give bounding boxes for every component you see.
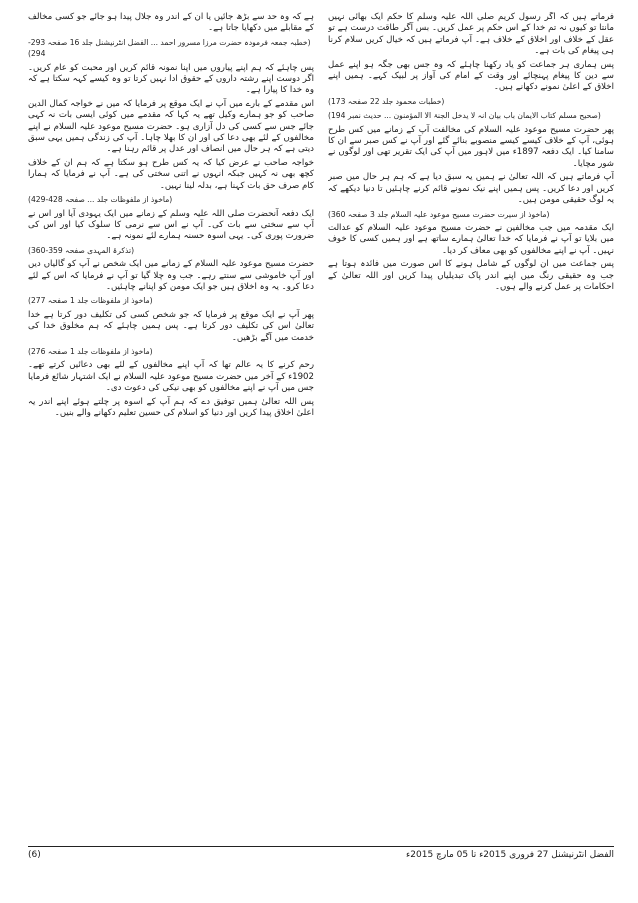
hadith-citation: (صحیح مسلم کتاب الایمان باب بیان انہ لا یدخل الجنۃ الا المؤمنون ... حدیث نمبر 194) bbox=[328, 111, 601, 121]
text-columns bbox=[28, 12, 614, 834]
reference-citation: (خطبات محمود جلد 22 صفحہ 173) bbox=[328, 96, 445, 106]
reference-citation: (ماخوذ از ملفوظات جلد 1 صفحہ 276) bbox=[28, 346, 153, 356]
paragraph: پس اللہ تعالیٰ ہمیں توفیق دے کہ ہم آپ کے اسوہ پر چلتے ہوئے اپنے اندر یہ اعلیٰ اخلاق پیدا کریں اور دنیا کو اسلام کی حسین تعلیم دکھانے والے بنیں۔ bbox=[28, 396, 314, 418]
paragraph: پھر آپ نے ایک موقع پر فرمایا کہ جو شخص کسی کی تکلیف دور کرتا ہے خدا تعالیٰ اس کی تکلیف دور کرتا ہے۔ پس ہمیں چاہئے کہ ہم مخلوق خدا کی خدمت میں آگے بڑھیں۔ bbox=[28, 309, 314, 343]
paragraph: ایک دفعہ آنحضرت صلی اللہ علیہ وسلم کے زمانے میں ایک یہودی آیا اور اس نے آپ سے سختی سے بات کی۔ آپ نے اس سے نرمی کا سلوک کیا اور اس کی ضرورت پوری کی۔ یہی اسوہ حسنہ ہمارے لئے نمونہ ہے۔ bbox=[28, 208, 314, 242]
footer-divider bbox=[28, 846, 614, 847]
page-footer bbox=[28, 850, 614, 860]
paragraph: فرماتے ہیں کہ اگر رسول کریم صلی اللہ علیہ وسلم کا حکم ایک بھائی نہیں مانتا تو کیوں نہ تم خدا کے اس حکم پر عمل کریں۔ بس آگر طاقت درست ہے تو عقل کے خلاف اور اخلاق کے خلاف ہے۔ آپ فرماتے ہیں کہ خیال کریں سلام کرنا ہی پیغام کی بات ہے۔ bbox=[328, 12, 614, 57]
paragraph: اس مقدمے کے بارے میں آپ نے ایک موقع پر فرمایا کہ میں نے خواجہ کمال الدین صاحب کو جو ہمارے وکیل تھے یہ کہا کہ مقدمے میں کوئی ایسی بات نہ کہی جائے جس سے کسی کی دل آزاری ہو۔ حضرت مسیح موعود علیہ السلام نے اپنے مخالفوں کے لئے بھی دعا کی اور ان کا بھلا چاہا۔ آپ کی زندگی ہمیں یہی سبق دیتی ہے کہ ہر حال میں انصاف اور عدل پر قائم رہنا ہے۔ bbox=[28, 98, 314, 155]
right-column bbox=[328, 12, 614, 834]
paragraph: پس جماعت میں ان لوگوں کے شامل ہونے کا اس صورت میں فائدہ ہوتا ہے جب وہ حقیقی رنگ میں اپنے اندر پاک تبدیلیاں پیدا کریں اور اللہ تعالیٰ کے احکامات پر عمل کرنے والے ہوں۔ bbox=[328, 259, 614, 292]
reference-citation: (ماخوذ از سیرت حضرت مسیح موعود علیہ السلام جلد 3 صفحہ 360) bbox=[328, 209, 550, 219]
publication-line: الفضل انٹرنیشنل 27 فروری 2015ء تا 05 مارچ 2015ء bbox=[406, 850, 614, 860]
paragraph: آپ فرماتے ہیں کہ اللہ تعالیٰ نے ہمیں یہ سبق دیا ہے کہ ہم ہر حال میں صبر کریں اور دعا کریں۔ پس ہمیں اپنے نیک نمونے قائم کرنے چاہئیں تا دنیا دیکھے کہ یہ لوگ حقیقی مومن ہیں۔ bbox=[328, 172, 614, 206]
paragraph: خواجہ صاحب نے عرض کیا کہ یہ کس طرح ہو سکتا ہے کہ ہم ان کے خلاف کچھ بھی نہ کہیں جبکہ انہوں نے اتنی سختی کی ہے۔ آپ نے فرمایا کہ ہمارا کام صرف حق بات کہنا ہے، بدلہ لینا نہیں۔ bbox=[28, 157, 314, 191]
paragraph: پس ہماری ہر جماعت کو یاد رکھنا چاہئے کہ وہ جس بھی جگہ ہو اپنے عمل سے دین کا پیغام پہنچائے اور وقت کے امام کی آواز پر لبیک کہے۔ ہمیں اپنے اخلاق کے اعلیٰ نمونے دکھانے ہیں۔ bbox=[328, 59, 614, 93]
paragraph: ہے کہ وہ حد سے بڑھ جائیں یا ان کے اندر وہ جلال پیدا ہو جائے جو کسی مخالف کے مقابلے میں دکھایا جاتا ہے۔ bbox=[28, 12, 314, 34]
reference-citation: (تذکرۃ المہدی صفحہ 359-360) bbox=[28, 245, 135, 255]
paragraph: رحم کرنے کا یہ عالم تھا کہ آپ اپنے مخالفوں کے لئے بھی دعائیں کرتے تھے۔ 1902ء کے آخر میں حضرت مسیح موعود علیہ السلام نے ایک اشتہار شائع فرمایا جس میں آپ نے اپنے مخالفوں کو بھی نیکی کی دعوت دی۔ bbox=[28, 360, 314, 394]
paragraph: پس چاہئے کہ ہم اپنے پیاروں میں اپنا نمونہ قائم کریں اور محبت کو عام کریں۔ اگر دوست اپنے رشتہ داروں کے حقوق ادا نہیں کرتا تو وہ کیسے کہہ سکتا ہے کہ وہ خدا کا پیارا ہے۔ bbox=[28, 62, 314, 96]
page-number: (6) bbox=[28, 850, 41, 860]
reference-citation: (خطبہ جمعہ فرمودہ حضرت مرزا مسرور احمد ... الفضل انٹرنیشنل جلد 16 صفحہ 293-294) bbox=[28, 37, 311, 59]
reference-citation: (ماخوذ از ملفوظات جلد ... صفحہ 428-429) bbox=[28, 195, 173, 205]
paragraph: حضرت مسیح موعود علیہ السلام کے زمانے میں ایک شخص نے آپ کو گالیاں دیں اور آپ خاموشی سے سنتے رہے۔ جب وہ چلا گیا تو آپ نے فرمایا کہ اس کے لئے دعا کرو۔ یہ وہ اخلاق ہیں جو ایک مومن کو اپنانے چاہئیں۔ bbox=[28, 259, 314, 292]
left-column bbox=[28, 12, 314, 834]
paragraph: ایک مقدمہ میں جب مخالفین نے حضرت مسیح موعود علیہ السلام کو عدالت میں بلایا تو آپ نے فرمایا کہ خدا تعالیٰ ہمارے ساتھ ہے اور ہمیں کسی کا خوف نہیں۔ آپ نے اپنے مخالفوں کو بھی معاف کر دیا۔ bbox=[328, 222, 614, 256]
paragraph: پھر حضرت مسیح موعود علیہ السلام کی مخالفت آپ کے زمانے میں کس طرح ہوئی، آپ کے خلاف کیسے کیسے منصوبے بنائے گئے اور آپ نے کس صبر سے ان کا سامنا کیا۔ ایک دفعہ 1897ء میں لاہور میں آپ کی ایک تقریر تھی اور لوگوں نے شور مچایا۔ bbox=[328, 124, 614, 169]
reference-citation: (ماخوذ از ملفوظات جلد 1 صفحہ 277) bbox=[28, 296, 153, 306]
